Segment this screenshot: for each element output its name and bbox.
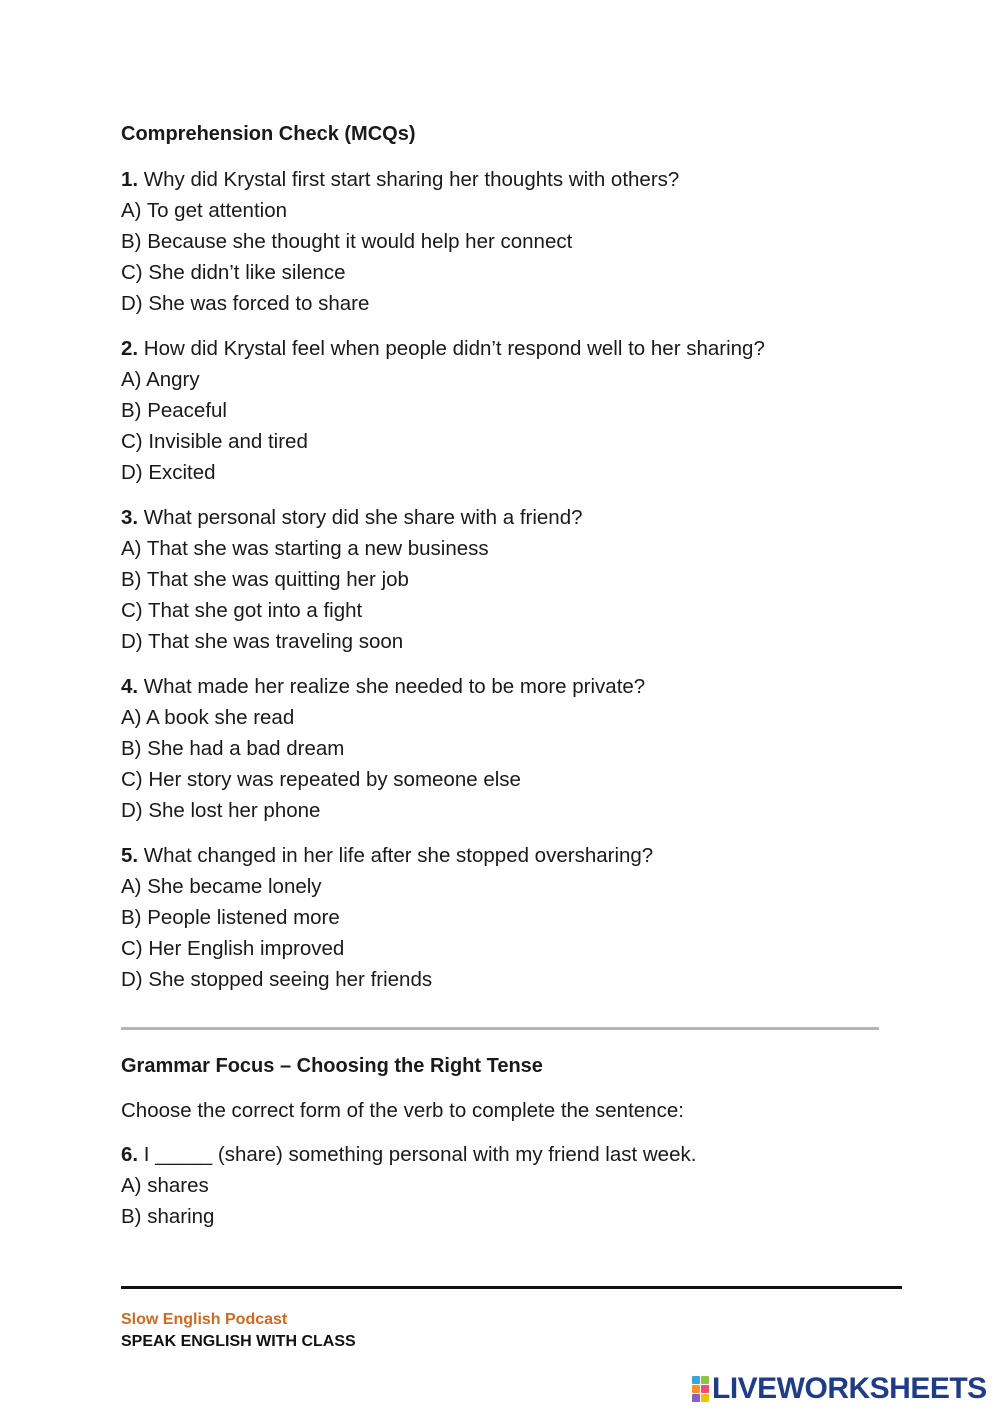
answer-option[interactable]: B) That she was quitting her job [121, 568, 409, 591]
answer-option[interactable]: B) sharing [121, 1205, 215, 1228]
question-text [121, 671, 765, 702]
logo-square [692, 1385, 700, 1393]
answer-option[interactable]: D) She was forced to share [121, 292, 370, 315]
answer-option[interactable]: B) She had a bad dream [121, 737, 345, 760]
logo-square [692, 1394, 700, 1402]
question-prompt: What personal story did she share with a friend? [138, 506, 583, 529]
question-text [121, 333, 765, 364]
grammar-question-list [121, 1139, 696, 1232]
answer-option[interactable]: B) Peaceful [121, 399, 227, 422]
question-6 [121, 1139, 696, 1232]
question-3 [121, 502, 765, 657]
logo-square [701, 1394, 709, 1402]
mcq-list [121, 164, 765, 995]
question-text [121, 164, 765, 195]
answer-option[interactable]: C) Her English improved [121, 937, 345, 960]
question-prompt: How did Krystal feel when people didn’t respond well to her sharing? [138, 337, 765, 360]
answer-option[interactable]: A) shares [121, 1174, 209, 1197]
question-5 [121, 840, 765, 995]
answer-option[interactable]: D) She lost her phone [121, 799, 321, 822]
question-prompt: Why did Krystal first start sharing her thoughts with others? [138, 168, 680, 191]
logo-square [701, 1385, 709, 1393]
footer-brand: Slow English Podcast [121, 1311, 288, 1328]
question-number: 2. [121, 337, 139, 360]
answer-option[interactable]: A) Angry [121, 368, 200, 391]
answer-option[interactable]: B) Because she thought it would help her connect [121, 230, 573, 253]
footer-tagline: SPEAK ENGLISH WITH CLASS [121, 1333, 356, 1350]
answer-option[interactable]: D) She stopped seeing her friends [121, 968, 433, 991]
liveworksheets-logo[interactable] [692, 1374, 987, 1404]
question-1 [121, 164, 765, 319]
question-text [121, 502, 765, 533]
question-number: 5. [121, 844, 139, 867]
answer-option[interactable]: A) A book she read [121, 706, 295, 729]
question-prompt: What changed in her life after she stopped oversharing? [138, 844, 654, 867]
logo-square [701, 1376, 709, 1384]
question-number: 3. [121, 506, 139, 529]
logo-square [692, 1376, 700, 1384]
answer-option[interactable]: C) Invisible and tired [121, 430, 308, 453]
answer-option[interactable]: A) That she was starting a new business [121, 537, 489, 560]
liveworksheets-mark-icon [692, 1376, 709, 1402]
question-number: 6. [121, 1143, 139, 1166]
answer-option[interactable]: D) Excited [121, 461, 216, 484]
question-prompt: What made her realize she needed to be more private? [138, 675, 646, 698]
grammar-heading: Grammar Focus – Choosing the Right Tense [121, 1055, 543, 1077]
answer-option[interactable]: A) To get attention [121, 199, 288, 222]
question-number: 4. [121, 675, 139, 698]
answer-option[interactable]: B) People listened more [121, 906, 340, 929]
section-divider [121, 1027, 879, 1030]
footer-divider [121, 1286, 902, 1289]
question-text [121, 840, 765, 871]
answer-option[interactable]: A) She became lonely [121, 875, 322, 898]
answer-option[interactable]: D) That she was traveling soon [121, 630, 404, 653]
question-2 [121, 333, 765, 488]
answer-option[interactable]: C) Her story was repeated by someone else [121, 768, 521, 791]
liveworksheets-logo-text: LIVEWORKSHEETS [712, 1372, 987, 1405]
grammar-instruction: Choose the correct form of the verb to complete the sentence: [121, 1099, 684, 1122]
question-text [121, 1139, 696, 1170]
question-prompt: I _____ (share) something personal with my friend last week. [138, 1143, 697, 1166]
question-4 [121, 671, 765, 826]
answer-option[interactable]: C) That she got into a fight [121, 599, 363, 622]
comprehension-heading: Comprehension Check (MCQs) [121, 123, 416, 145]
answer-option[interactable]: C) She didn’t like silence [121, 261, 346, 284]
question-number: 1. [121, 168, 139, 191]
